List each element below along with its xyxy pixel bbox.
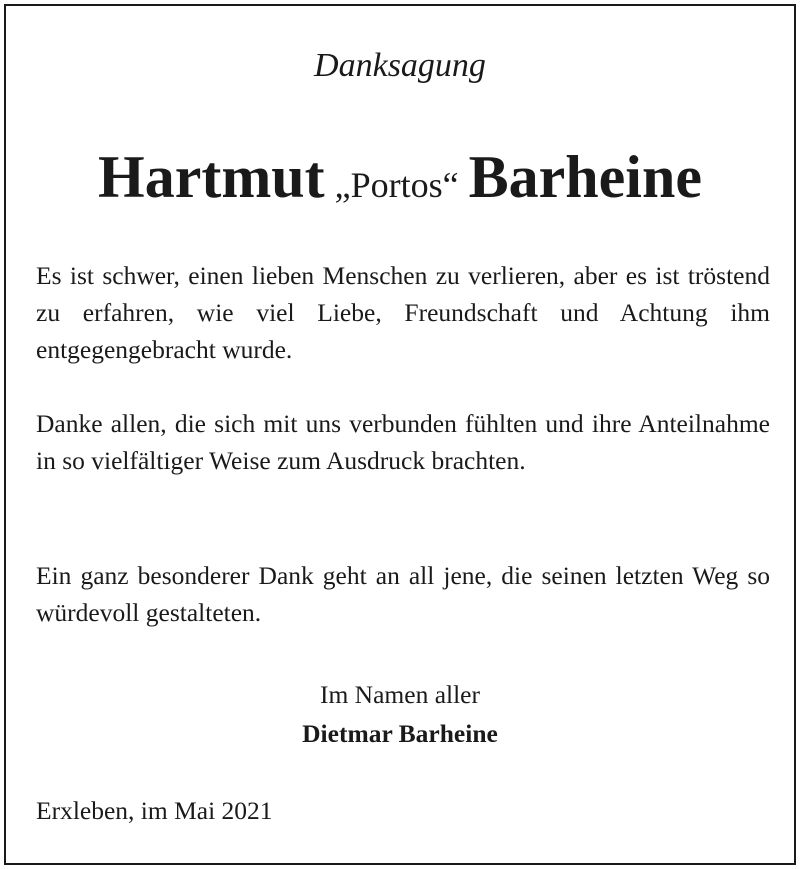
- first-name: Hartmut: [98, 144, 325, 210]
- paragraph-3: Ein ganz besonderer Dank geht an all jene, die seinen letzten Weg so würdevoll gestalteten.: [36, 561, 770, 627]
- signer-name: Dietmar Barheine: [302, 719, 498, 748]
- obituary-notice: [4, 4, 796, 865]
- deceased-name: [6, 139, 794, 223]
- notice-type-label: Danksagung: [314, 47, 486, 84]
- paragraph-1: Es ist schwer, einen lieben Menschen zu verlieren, aber es ist tröstend zu erfahren, wie viel Liebe, Freundschaft und Achtung ihm entgegengebracht wurde.: [36, 261, 770, 364]
- last-name: Barheine: [468, 144, 702, 210]
- place-and-date: Erxleben, im Mai 2021: [36, 796, 273, 825]
- nickname: „Portos“: [334, 165, 459, 205]
- signoff-line: Im Namen aller: [319, 680, 480, 709]
- paragraph-2: Danke allen, die sich mit uns verbunden fühlten und ihre Anteilnahme in so vielfältiger Weise zum Ausdruck brachten.: [36, 409, 770, 475]
